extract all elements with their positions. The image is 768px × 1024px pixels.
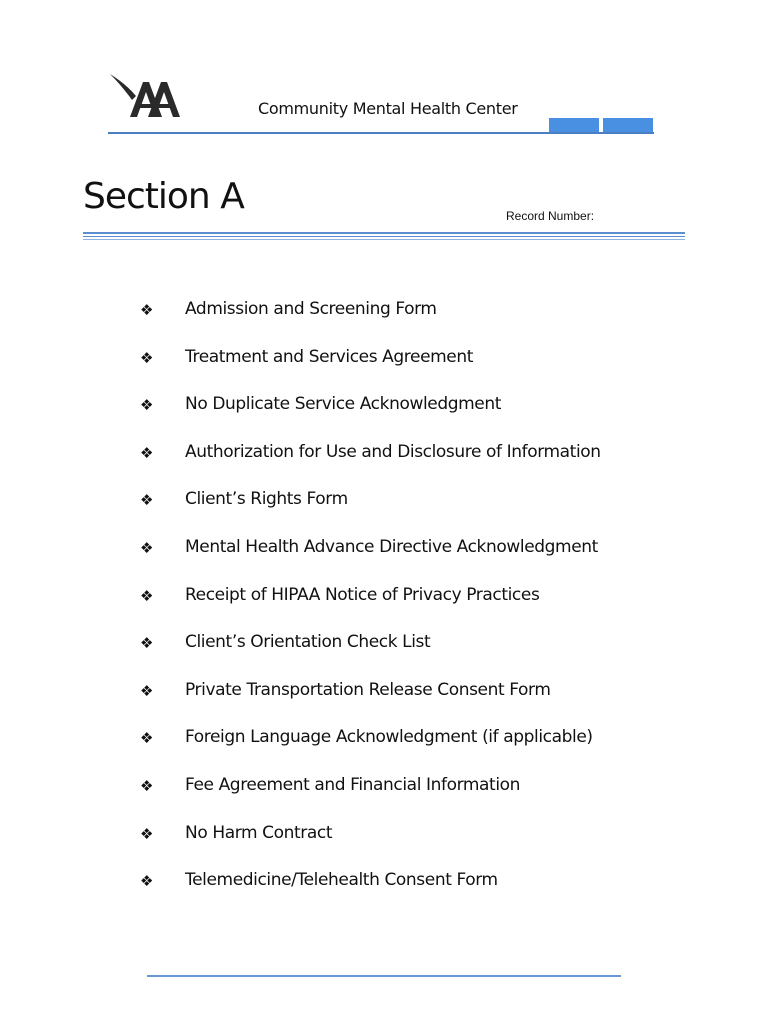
diamond-bullet-icon: ❖	[140, 729, 154, 748]
header-accent-block	[549, 118, 599, 132]
list-item	[0, 527, 768, 575]
header-divider	[108, 132, 654, 134]
list-item-label: Fee Agreement and Financial Information	[185, 774, 521, 795]
list-item	[0, 289, 768, 337]
list-item-label: No Harm Contract	[185, 822, 333, 843]
list-item-label: Private Transportation Release Consent Form	[185, 679, 551, 700]
list-item	[0, 432, 768, 480]
list-item-label: Client’s Rights Form	[185, 489, 348, 510]
diamond-bullet-icon: ❖	[140, 538, 154, 557]
list-item-label: Treatment and Services Agreement	[185, 346, 473, 367]
diamond-bullet-icon: ❖	[140, 776, 154, 795]
list-item-label: Client’s Orientation Check List	[185, 632, 431, 653]
list-item	[0, 717, 768, 765]
list-item-label: Telemedicine/Telehealth Consent Form	[185, 870, 498, 891]
list-item-label: Authorization for Use and Disclosure of Information	[185, 441, 601, 462]
list-item	[0, 384, 768, 432]
list-item	[0, 337, 768, 385]
list-item	[0, 670, 768, 718]
list-item-label: Receipt of HIPAA Notice of Privacy Practices	[185, 584, 540, 605]
header-accent-block	[603, 118, 653, 132]
diamond-bullet-icon: ❖	[140, 491, 154, 510]
forms-list	[0, 289, 768, 908]
list-item	[0, 765, 768, 813]
list-item-label: Admission and Screening Form	[185, 299, 437, 319]
list-item	[0, 860, 768, 908]
diamond-bullet-icon: ❖	[140, 348, 154, 367]
list-item-label: Mental Health Advance Directive Acknowledgment	[185, 536, 598, 557]
diamond-bullet-icon: ❖	[140, 872, 154, 891]
org-name: Community Mental Health Center	[258, 99, 518, 118]
diamond-bullet-icon: ❖	[140, 634, 154, 653]
list-item	[0, 622, 768, 670]
diamond-bullet-icon: ❖	[140, 301, 154, 319]
diamond-bullet-icon: ❖	[140, 824, 154, 843]
diamond-bullet-icon: ❖	[140, 681, 154, 700]
diamond-bullet-icon: ❖	[140, 443, 154, 462]
section-title: Section A	[83, 176, 244, 217]
list-item	[0, 813, 768, 861]
diamond-bullet-icon: ❖	[140, 586, 154, 605]
list-item	[0, 479, 768, 527]
list-item-label: No Duplicate Service Acknowledgment	[185, 394, 501, 415]
diamond-bullet-icon: ❖	[140, 396, 154, 415]
list-item-label: Foreign Language Acknowledgment (if applicable)	[185, 727, 593, 748]
section-divider	[83, 232, 685, 240]
org-logo	[108, 70, 186, 120]
list-item	[0, 575, 768, 623]
record-number-label: Record Number:	[506, 209, 595, 223]
footer-divider	[147, 975, 621, 977]
